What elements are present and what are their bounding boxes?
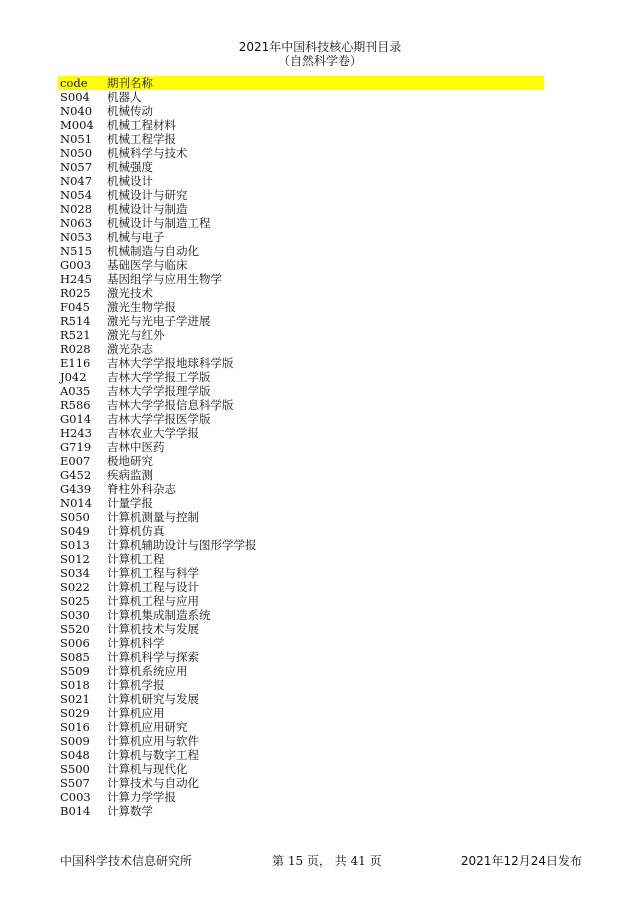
journal-name: 机械工程材料	[107, 118, 176, 132]
journal-name: 机械与电子	[107, 230, 165, 244]
table-row	[58, 90, 544, 104]
journal-code: S050	[60, 510, 90, 524]
table-row	[58, 482, 544, 496]
journal-name: 基础医学与临床	[107, 258, 188, 272]
journal-code: G452	[60, 468, 92, 482]
table-row	[58, 202, 544, 216]
table-row	[58, 734, 544, 748]
journal-code: S085	[60, 650, 90, 664]
journal-name: 计算机工程与应用	[107, 594, 199, 608]
table-row	[58, 524, 544, 538]
table-row	[58, 370, 544, 384]
table-row	[58, 118, 544, 132]
table-row	[58, 748, 544, 762]
journal-name: 计算机工程	[107, 552, 165, 566]
table-row	[58, 188, 544, 202]
journal-code: J042	[60, 370, 87, 384]
journal-code: S500	[60, 762, 90, 776]
journal-code: F045	[60, 300, 90, 314]
journal-name: 计算技术与自动化	[107, 776, 199, 790]
journal-name: 计算力学学报	[107, 790, 176, 804]
journal-name: 吉林大学学报地球科学版	[107, 356, 234, 370]
journal-name: 吉林农业大学学报	[107, 426, 199, 440]
journal-name: 机械设计与研究	[107, 188, 188, 202]
table-row	[58, 244, 544, 258]
table-row	[58, 412, 544, 426]
journal-code: S520	[60, 622, 90, 636]
journal-name: 计算机测量与控制	[107, 510, 199, 524]
journal-code: H245	[60, 272, 92, 286]
journal-code: R028	[60, 342, 91, 356]
journal-name: 极地研究	[107, 454, 153, 468]
journal-name: 计算机技术与发展	[107, 622, 199, 636]
table-row	[58, 300, 544, 314]
journal-code: N050	[60, 146, 93, 160]
table-row	[58, 790, 544, 804]
table-row	[58, 328, 544, 342]
table-row	[58, 272, 544, 286]
journal-code: N063	[60, 216, 93, 230]
journal-name: 计算机应用	[107, 706, 165, 720]
journal-code: G719	[60, 440, 92, 454]
table-row	[58, 314, 544, 328]
table-header	[58, 76, 544, 90]
table-row	[58, 258, 544, 272]
journal-name: 激光生物学报	[107, 300, 176, 314]
journal-code: G439	[60, 482, 92, 496]
journal-code: N040	[60, 104, 93, 118]
journal-name: 计算机系统应用	[107, 664, 188, 678]
journal-name: 激光与光电子学进展	[107, 314, 211, 328]
journal-code: G014	[60, 412, 92, 426]
table-row	[58, 678, 544, 692]
journal-code: S004	[60, 90, 90, 104]
table-row	[58, 776, 544, 790]
journal-name: 计算机与数字工程	[107, 748, 199, 762]
table-row	[58, 510, 544, 524]
journal-name: 吉林大学学报医学版	[107, 412, 211, 426]
table-row	[58, 398, 544, 412]
journal-name: 计算机工程与设计	[107, 580, 199, 594]
table-row	[58, 622, 544, 636]
journal-name: 吉林大学学报理学版	[107, 384, 211, 398]
journal-name: 计算机辅助设计与图形学学报	[107, 538, 257, 552]
table-row	[58, 552, 544, 566]
journal-name: 基因组学与应用生物学	[107, 272, 222, 286]
page-subtitle: （自然科学卷）	[277, 54, 362, 68]
table-row	[58, 174, 544, 188]
journal-name: 计算机科学与探索	[107, 650, 199, 664]
journal-code: S018	[60, 678, 90, 692]
journal-code: S507	[60, 776, 90, 790]
journal-code: E007	[60, 454, 91, 468]
journal-name: 机械设计与制造工程	[107, 216, 211, 230]
table-row	[58, 384, 544, 398]
journal-code: S006	[60, 636, 90, 650]
journal-code: S022	[60, 580, 90, 594]
header-code: code	[60, 76, 88, 90]
journal-code: N057	[60, 160, 93, 174]
journal-name: 激光技术	[107, 286, 153, 300]
table-row	[58, 538, 544, 552]
table-row	[58, 706, 544, 720]
table-row	[58, 468, 544, 482]
journal-name: 机械强度	[107, 160, 153, 174]
journal-code: R514	[60, 314, 91, 328]
journal-name: 计算机学报	[107, 678, 165, 692]
table-row	[58, 146, 544, 160]
page-footer	[0, 852, 640, 868]
page-title: 2021年中国科技核心期刊目录	[238, 40, 402, 54]
journal-code: S049	[60, 524, 90, 538]
journal-code: B014	[60, 804, 91, 818]
journal-code: S048	[60, 748, 90, 762]
journal-code: G003	[60, 258, 92, 272]
journal-code: N515	[60, 244, 93, 258]
journal-name: 疾病监测	[107, 468, 153, 482]
journal-code: S030	[60, 608, 90, 622]
journal-table	[58, 76, 544, 818]
table-row	[58, 216, 544, 230]
table-body	[58, 90, 544, 818]
journal-name: 机械设计	[107, 174, 153, 188]
journal-code: M004	[60, 118, 94, 132]
table-row	[58, 132, 544, 146]
journal-name: 吉林大学学报信息科学版	[107, 398, 234, 412]
table-row	[58, 230, 544, 244]
table-row	[58, 664, 544, 678]
journal-name: 机器人	[107, 90, 142, 104]
journal-code: N054	[60, 188, 93, 202]
table-row	[58, 496, 544, 510]
journal-name: 机械制造与自动化	[107, 244, 199, 258]
table-row	[58, 720, 544, 734]
table-row	[58, 636, 544, 650]
journal-code: C003	[60, 790, 91, 804]
journal-code: S034	[60, 566, 90, 580]
journal-code: S009	[60, 734, 90, 748]
table-row	[58, 426, 544, 440]
table-row	[58, 804, 544, 818]
journal-code: N053	[60, 230, 93, 244]
journal-name: 激光与红外	[107, 328, 165, 342]
journal-name: 计算机仿真	[107, 524, 165, 538]
table-row	[58, 454, 544, 468]
journal-name: 机械工程学报	[107, 132, 176, 146]
journal-name: 脊柱外科杂志	[107, 482, 176, 496]
journal-name: 激光杂志	[107, 342, 153, 356]
header-journal-name: 期刊名称	[107, 76, 153, 90]
journal-name: 计算机研究与发展	[107, 692, 199, 706]
table-row	[58, 440, 544, 454]
table-row	[58, 608, 544, 622]
journal-code: S013	[60, 538, 90, 552]
journal-code: E116	[60, 356, 91, 370]
journal-name: 机械传动	[107, 104, 153, 118]
table-row	[58, 104, 544, 118]
table-row	[58, 286, 544, 300]
journal-name: 吉林中医药	[107, 440, 165, 454]
journal-code: R025	[60, 286, 91, 300]
table-row	[58, 580, 544, 594]
journal-code: R521	[60, 328, 91, 342]
journal-name: 机械设计与制造	[107, 202, 188, 216]
table-row	[58, 356, 544, 370]
journal-code: A035	[60, 384, 91, 398]
journal-code: S012	[60, 552, 90, 566]
journal-code: N014	[60, 496, 93, 510]
journal-name: 计算数学	[107, 804, 153, 818]
table-row	[58, 160, 544, 174]
journal-name: 计算机集成制造系统	[107, 608, 211, 622]
journal-name: 计算机应用研究	[107, 720, 188, 734]
journal-code: S021	[60, 692, 90, 706]
journal-code: S025	[60, 594, 90, 608]
journal-code: H243	[60, 426, 92, 440]
journal-code: S509	[60, 664, 90, 678]
journal-code: N047	[60, 174, 93, 188]
table-row	[58, 762, 544, 776]
footer-institute: 中国科学技术信息研究所	[60, 854, 193, 868]
journal-name: 吉林大学学报工学版	[107, 370, 211, 384]
journal-code: R586	[60, 398, 91, 412]
journal-code: S029	[60, 706, 90, 720]
journal-name: 计算机工程与科学	[107, 566, 199, 580]
table-row	[58, 650, 544, 664]
footer-publish-date: 2021年12月24日发布	[460, 854, 582, 868]
table-row	[58, 342, 544, 356]
journal-code: S016	[60, 720, 90, 734]
journal-name: 机械科学与技术	[107, 146, 188, 160]
footer-page-number: 第 15 页， 共 41 页	[272, 854, 382, 868]
journal-name: 计算机与现代化	[107, 762, 188, 776]
journal-code: N051	[60, 132, 93, 146]
table-row	[58, 594, 544, 608]
table-row	[58, 566, 544, 580]
journal-name: 计算机科学	[107, 636, 165, 650]
journal-name: 计量学报	[107, 496, 153, 510]
table-row	[58, 692, 544, 706]
journal-name: 计算机应用与软件	[107, 734, 199, 748]
journal-code: N028	[60, 202, 93, 216]
